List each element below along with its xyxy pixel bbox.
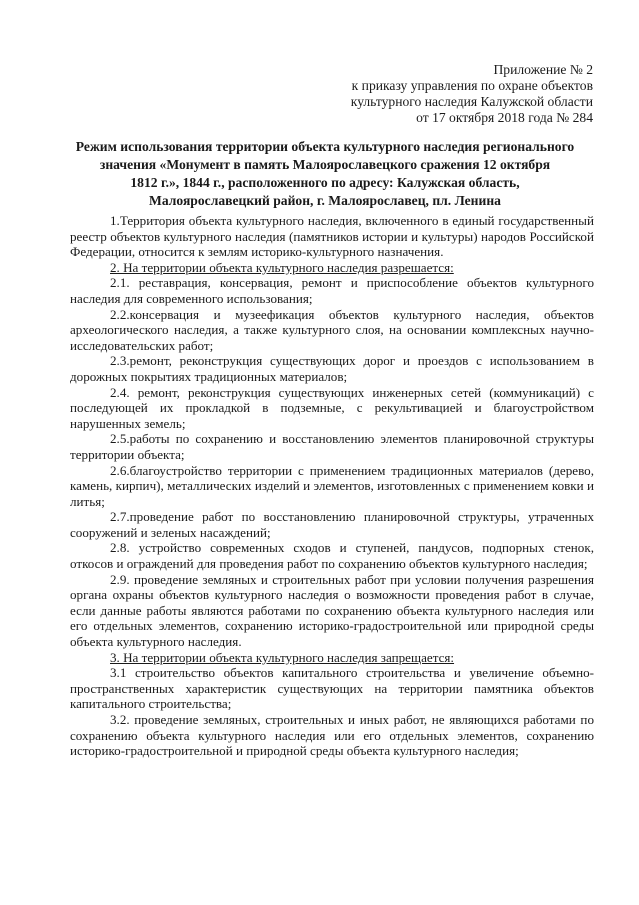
item-2-2: 2.2.консервация и музеефикация объектов культурного наследия, объектов археологического наследия, а также культурного слоя, на основании комплексных научно-исследовательских работ; <box>70 306 594 353</box>
item-2-3: 2.3.ремонт, реконструкция существующих дорог и проездов с использованием в дорожных покрытиях традиционных материалов; <box>70 353 594 384</box>
section-3-heading <box>70 650 594 666</box>
item-3-2: 3.2. проведение земляных, строительных и иных работ, не являющихся работами по сохранению объекта культурного наследия или его отдельных элементов, сохранению историко-градостроительной и природной среды объекта культурного наследия; <box>70 712 594 759</box>
title-line-1: Режим использования территории объекта культурного наследия регионального <box>75 139 575 154</box>
paragraph-territory: 1.Территория объекта культурного наследия, включенного в единый государственный реестр объектов культурного наследия (памятников истории и культуры) народов Российской Федерации, относится к землям историко-культурного назначения. <box>70 213 594 260</box>
document-body <box>70 213 594 759</box>
order-reference-line: к приказу управления по охране объектов <box>351 78 593 93</box>
order-date-line: от 17 октября 2018 года № 284 <box>416 110 593 125</box>
appendix-header <box>293 62 593 126</box>
title-line-4: Малоярославецкий район, г. Малоярославец, пл. Ленина <box>149 193 501 208</box>
item-2-6: 2.6.благоустройство территории с применением традиционных материалов (дерево, камень, кирпич), металлических изделий и элементов, изготовленных с применением ковки и литья; <box>70 462 594 509</box>
item-2-4: 2.4. ремонт, реконструкция существующих инженерных сетей (коммуникаций) с последующей их прокладкой в подземные, с рекультивацией и благоустройством нарушенных земель; <box>70 384 594 431</box>
item-2-8: 2.8. устройство современных сходов и ступеней, пандусов, подпорных стенок, откосов и ограждений для проведения работ по сохранению объектов культурного наследия; <box>70 540 594 572</box>
title-line-3: 1812 г.», 1844 г., расположенного по адресу: Калужская область, <box>130 175 520 190</box>
section-2-heading <box>70 260 594 276</box>
title-line-2: значения «Монумент в память Малоярославецкого сражения 12 октября <box>99 157 551 172</box>
appendix-number: Приложение № 2 <box>493 62 593 77</box>
section-3-heading-text: 3. На территории объекта культурного наследия запрещается: <box>110 649 455 665</box>
item-2-7: 2.7.проведение работ по восстановлению планировочной структуры, утраченных сооружений и зеленых насаждений; <box>70 509 594 540</box>
item-2-1: 2.1. реставрация, консервация, ремонт и приспособление объектов культурного наследия для современного использования; <box>70 275 594 306</box>
document-title <box>70 138 580 210</box>
item-2-5: 2.5.работы по сохранению и восстановлению элементов планировочной структуры территории объекта; <box>70 431 594 462</box>
item-3-1: 3.1 строительство объектов капитального строительства и увеличение объемно-пространственных характеристик существующих на территории памятника объектов капитального строительства; <box>70 665 594 712</box>
section-2-heading-text: 2. На территории объекта культурного наследия разрешается: <box>110 259 454 275</box>
item-2-9: 2.9. проведение земляных и строительных работ при условии получения разрешения органа охраны объектов культурного наследия о возможности проведения работ в случае, если данные работы являются работами по сохранению объекта культурного наследия или его отдельных элементов, сохранению историко-градостроительной или природной среды объекта культурного наследия. <box>70 571 594 650</box>
agency-line: культурного наследия Калужской области <box>350 94 593 109</box>
